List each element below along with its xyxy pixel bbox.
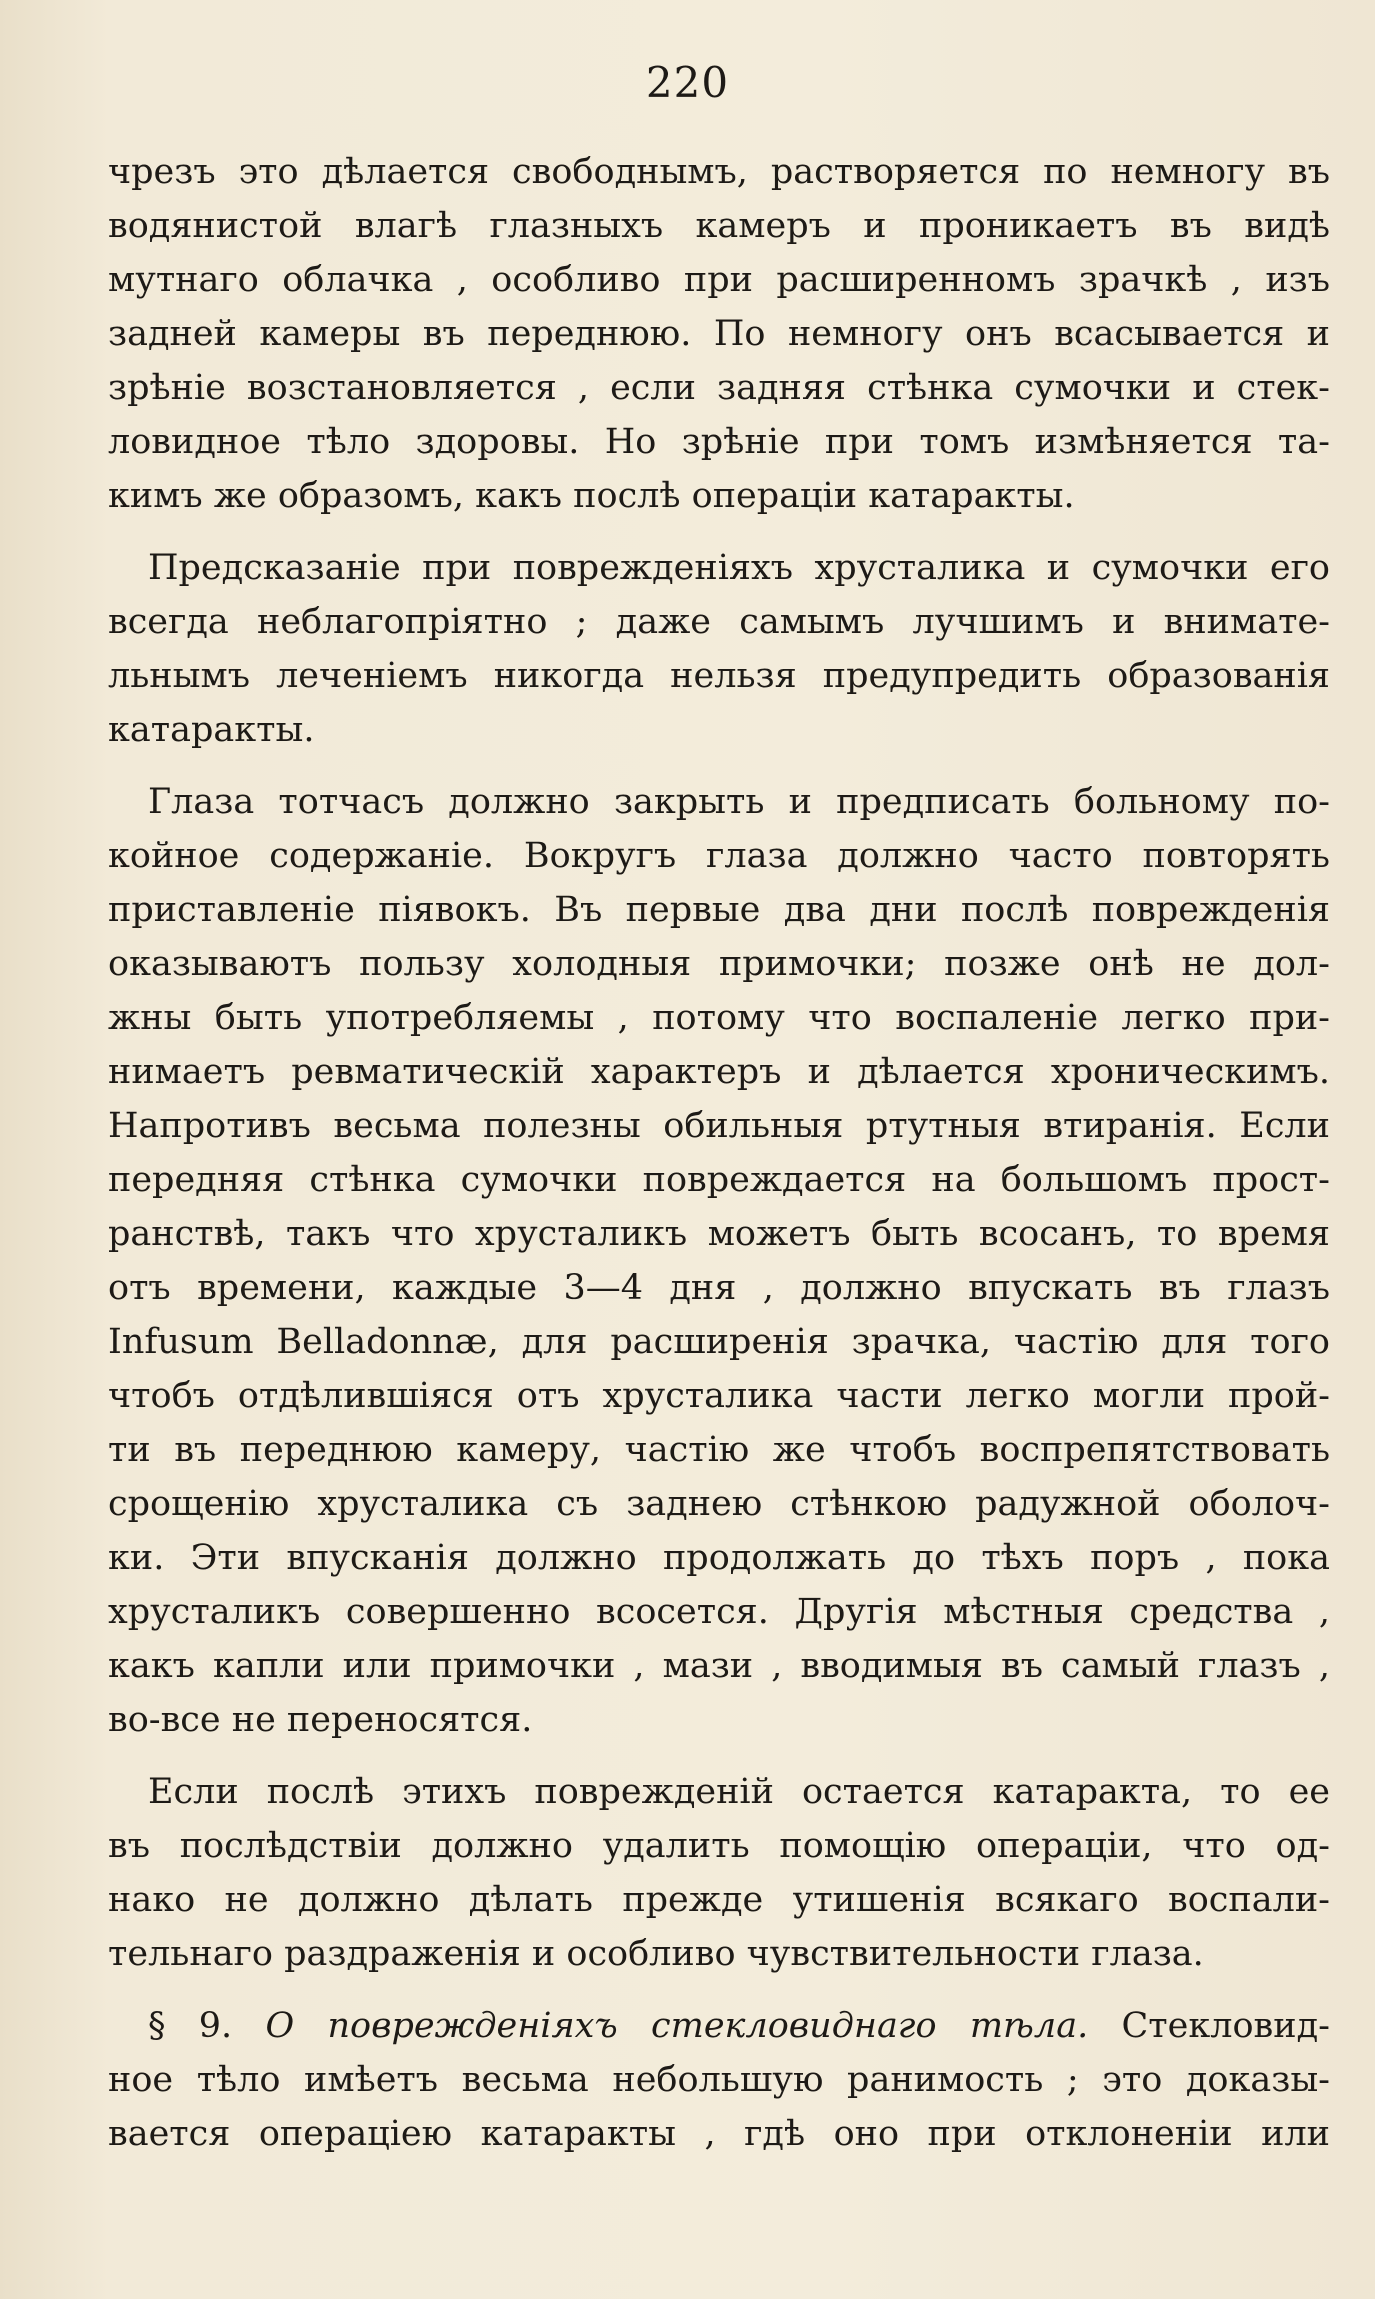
text-line: передняя стѣнка сумочки повреждается на большомъ прост- [108, 1160, 1330, 1200]
text-line: срощенію хрусталика съ заднею стѣнкою радужной оболоч- [108, 1484, 1330, 1524]
text-line: всегда неблагопріятно ; даже самымъ лучшимъ и внимате- [108, 602, 1330, 642]
text-line: задней камеры въ переднюю. По немногу онъ всасывается и [108, 314, 1330, 354]
section-heading-line [108, 1999, 1330, 2053]
paragraph-3 [108, 775, 1330, 1747]
body-text [108, 145, 1330, 2179]
text-line: Infusum Belladonnæ, для расширенія зрачка, частію для того [108, 1322, 1330, 1362]
text-line: какъ капли или примочки , мази , вводимыя въ самый глазъ , [108, 1646, 1330, 1686]
text-line: хрусталикъ совершенно всосется. Другія мѣстныя средства , [108, 1592, 1330, 1632]
text-line: мутнаго облачка , особливо при расширенномъ зрачкѣ , изъ [108, 260, 1330, 300]
text-line: водянистой влагѣ глазныхъ камеръ и проникаетъ въ видѣ [108, 206, 1330, 246]
text-line: Если послѣ этихъ поврежденій остается катаракта, то ее [148, 1772, 1330, 1812]
text-line: ранствѣ, такъ что хрусталикъ можетъ быть всосанъ, то время [108, 1214, 1330, 1254]
text-line: ти въ переднюю камеру, частію же чтобъ воспрепятствовать [108, 1430, 1330, 1470]
text-line: оказываютъ пользу холодныя примочки; позже онѣ не дол- [108, 944, 1330, 984]
text-line: Напротивъ весьма полезны обильныя ртутныя втиранія. Если [108, 1106, 1330, 1146]
text-line: кимъ же образомъ, какъ послѣ операціи катаракты. [108, 476, 1075, 516]
text-line: нако не должно дѣлать прежде утишенія всякаго воспали- [108, 1880, 1330, 1920]
page-number: 220 [645, 58, 730, 107]
text-line: ное тѣло имѣетъ весьма небольшую ранимость ; это доказы- [108, 2060, 1330, 2100]
text-line: тельнаго раздраженія и особливо чувствительности глаза. [108, 1934, 1204, 1974]
text-line: ки. Эти впусканія должно продолжать до тѣхъ поръ , пока [108, 1538, 1330, 1578]
text-line: Предсказаніе при поврежденіяхъ хрусталика и сумочки его [148, 548, 1330, 588]
section-mark: § 9. [148, 2006, 233, 2046]
section-text-start: Стекловид- [1121, 2006, 1330, 2046]
section-title: О поврежденіяхъ стекловиднаго тѣла. [265, 2006, 1089, 2046]
text-line: льнымъ леченіемъ никогда нельзя предупредить образованія [108, 656, 1330, 696]
text-line: катаракты. [108, 710, 315, 750]
paragraph-1 [108, 145, 1330, 523]
text-line: отъ времени, каждые 3—4 дня , должно впускать въ глазъ [108, 1268, 1330, 1308]
text-line: чтобъ отдѣлившіяся отъ хрусталика части легко могли прой- [108, 1376, 1330, 1416]
text-line: вается операціею катаракты , гдѣ оно при отклоненіи или [108, 2114, 1330, 2154]
paragraph-4 [108, 1765, 1330, 1981]
paragraph-2 [108, 541, 1330, 757]
text-line: койное содержаніе. Вокругъ глаза должно часто повторять [108, 836, 1330, 876]
text-line: нимаетъ ревматическій характеръ и дѣлается хроническимъ. [108, 1052, 1330, 1092]
text-line: въ послѣдствіи должно удалить помощію операціи, что од- [108, 1826, 1330, 1866]
text-line: жны быть употребляемы , потому что воспаленіе легко при- [108, 998, 1330, 1038]
text-line: приставленіе піявокъ. Въ первые два дни послѣ поврежденія [108, 890, 1330, 930]
text-line: во-все не переносятся. [108, 1700, 533, 1740]
text-line: Глаза тотчасъ должно закрыть и предписать больному по- [148, 782, 1330, 822]
text-line: чрезъ это дѣлается свободнымъ, растворяется по немногу въ [108, 152, 1330, 192]
paragraph-5 [108, 1999, 1330, 2161]
text-line: зрѣніе возстановляется , если задняя стѣнка сумочки и стек- [108, 368, 1330, 408]
text-line: ловидное тѣло здоровы. Но зрѣніе при томъ измѣняется та- [108, 422, 1330, 462]
